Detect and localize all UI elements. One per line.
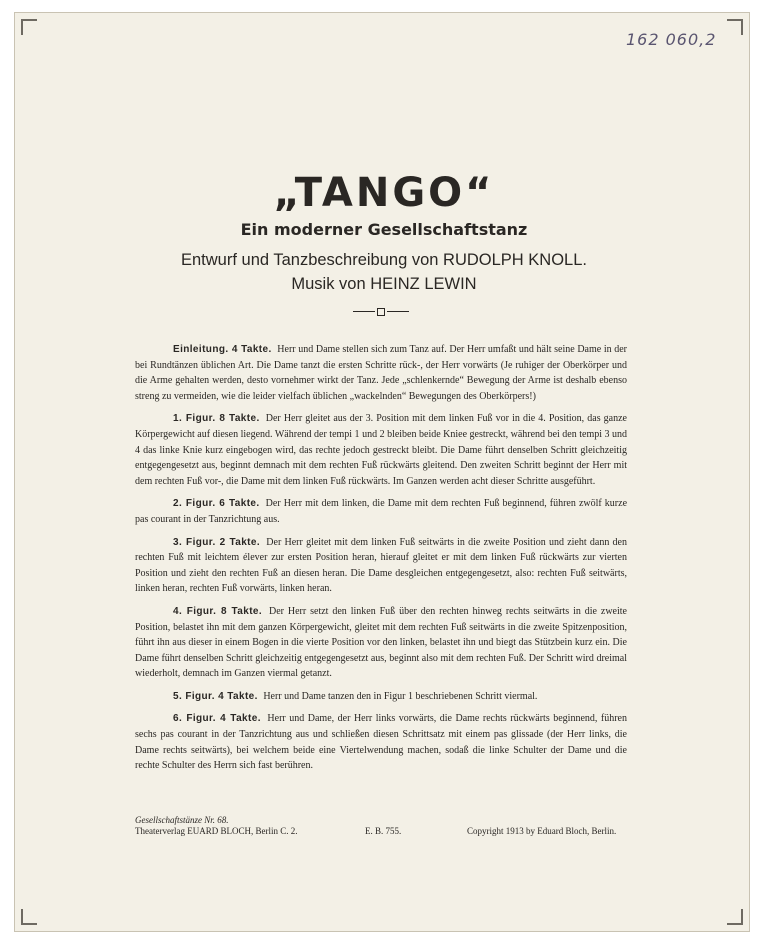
section-heading: Einleitung. 4 Takte.	[173, 344, 272, 355]
footer-plate-number: E. B. 755.	[365, 826, 402, 836]
corner-mark-top-left	[21, 19, 37, 35]
section-text: Herr und Dame, der Herr links vorwärts, die Dame rechts rückwärts beginnend, führen sechs pas courant in der Tanzrichtung aus und schließen diesen Schrittsatz mit einem pas glissade (der Herr links, die Dame rechts seitwärts), bei welchem beide eine Viertelwendung machen, sodaß die linke Schulter der Dame und die rechte Schulter des Herrn sich fast berühren.	[135, 713, 627, 772]
section-heading: 2. Figur. 6 Takte.	[173, 498, 260, 510]
handwritten-shelfmark: 162 060,2	[626, 30, 717, 49]
section-heading: 5. Figur. 4 Takte.	[173, 690, 258, 702]
section-figure-2	[135, 496, 627, 527]
section-text: Herr und Dame stellen sich zum Tanz auf. Der Herr umfaßt und hält seine Dame in der bei Rundtänzen üblichen Art. Die Dame tanzt die ersten Schritte rück-, der Herr vorwärts (Je ruhiger der Oberkörper und die Arme gehalten werden, desto vornehmer wirkt der Tanz. Jede „schlenkernde“ Bewegung der Arme ist deshalb ebenso streng zu vermeiden, wie die leider vielfach üblichen „wackelnden“ Bewegungen des Oberkörpers!)	[135, 344, 628, 402]
section-heading: 6. Figur. 4 Takte.	[173, 713, 261, 725]
section-text: Der Herr gleitet aus der 3. Position mit dem linken Fuß vor in die 4. Position, das ganze Körpergewicht auf diesen liegend. Während der tempi 1 und 2 bleiben beide Kniee gestreckt, während bei den tempi 3 und 4 das linke Knie kurz eingebogen wird, das rechte jedoch gestreckt bleibt. Die Dame führt denselben Schritt gleichzeitig entgegengesetzt aus, beginnt demnach mit dem rechten Fuß rückwärts gleitend. Den zweiten Schritt beginnt der Herr mit dem rechten Fuß vor-, die Dame mit dem linken Fuß rückwärts. Im Ganzen werden acht dieser Schritte ausgeführt.	[135, 413, 627, 487]
corner-mark-bottom-right	[727, 909, 743, 925]
credits	[0, 248, 768, 296]
section-figure-1	[135, 411, 627, 489]
section-figure-6	[135, 711, 627, 773]
section-heading: 1. Figur. 8 Takte.	[173, 413, 260, 425]
credit-composer: Musik von HEINZ LEWIN	[291, 275, 477, 293]
section-introduction	[135, 342, 627, 404]
footer-publisher: Theaterverlag EUARD BLOCH, Berlin C. 2.	[135, 826, 298, 836]
page-subtitle: Ein moderner Gesellschaftstanz	[240, 220, 528, 239]
corner-mark-bottom-left	[21, 909, 37, 925]
section-heading: 3. Figur. 2 Takte.	[173, 536, 261, 548]
section-figure-5	[135, 689, 627, 705]
footer-copyright: Copyright 1913 by Eduard Bloch, Berlin.	[467, 826, 617, 836]
section-text: Der Herr gleitet mit dem linken Fuß seitwärts in die zweite Position und zieht dann den rechten Fuß mit leichtem élever zur ersten Position heran, hierauf gleitet er mit dem linken Fuß rückwärts zur vierten Position und zieht den rechten Fuß an diesen heran. Die Dame desgleichen entgegengesetzt, also: rechten Fuß seitwärts, linken heran, rechten Fuß vorwärts, linken heran.	[135, 536, 627, 595]
section-text: Der Herr mit dem linken, die Dame mit dem rechten Fuß beginnend, führen zwölf kurze pas courant in der Tanzrichtung aus.	[135, 498, 628, 525]
footer-series: Gesellschaftstänze Nr. 68.	[135, 815, 229, 825]
section-figure-4	[135, 604, 627, 682]
page-title: „TANGO“	[273, 170, 495, 216]
section-figure-3	[135, 535, 627, 597]
section-text: Der Herr setzt den linken Fuß über den rechten hinweg rechts seitwärts in die zweite Position, belastet ihn mit dem ganzen Körpergewicht, gleitet mit dem rechten Fuß seitwärts in die zweite Spitzenposition, führt ihn aus dieser in einem Bogen in die vierte Position vor den linken, belastet ihn und biegt das Stützbein kurz ein. Die Dame führt denselben Schritt gleichzeitig entgegengesetzt aus, beginnt also mit dem rechten Fuß. Der Schritt wird dreimal wiederholt, demnach im Ganzen viermal getanzt.	[135, 605, 627, 680]
section-text: Herr und Dame tanzen den in Figur 1 beschriebenen Schritt viermal.	[263, 690, 538, 702]
credit-author: Entwurf und Tanzbeschreibung von RUDOLPH KNOLL.	[181, 251, 587, 269]
section-heading: 4. Figur. 8 Takte.	[173, 605, 263, 617]
corner-mark-top-right	[727, 19, 743, 35]
divider-ornament	[353, 307, 409, 317]
dance-description	[135, 342, 627, 781]
